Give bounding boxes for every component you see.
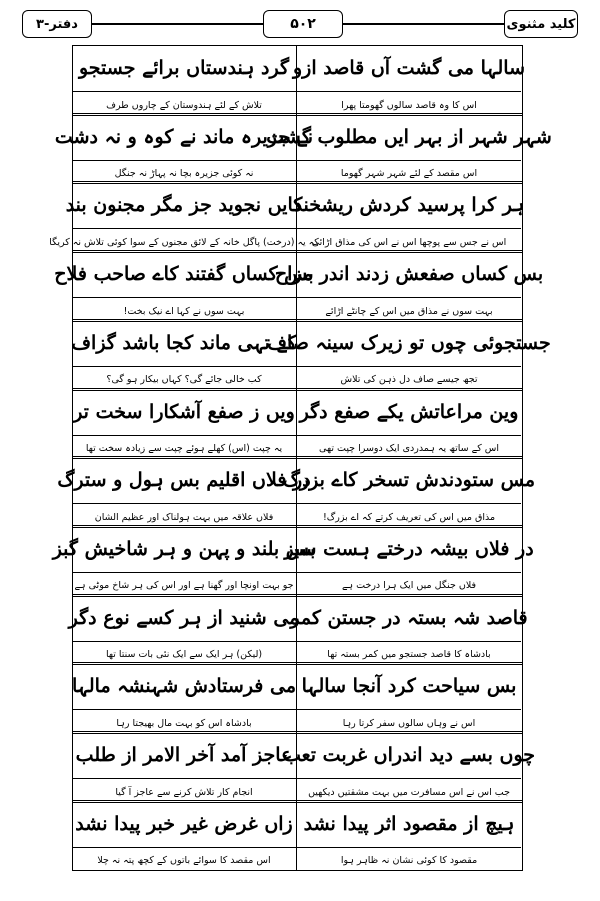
stanza-row — [54, 115, 552, 188]
translation-right: بہت سوں نے مذاق میں اس کے چانٹے اڑائے — [297, 297, 521, 324]
stanza-separator — [72, 525, 523, 528]
verse-right: مس ستودندش تسخر کاے بزرگ — [282, 469, 536, 492]
stanza-separator — [72, 456, 523, 459]
translation-left: کہ یہ (درخت) پاگل خانہ کے لائق مجنوں کے سوا کوئی تلاش نہ کریگا — [72, 228, 296, 255]
stanza-row — [54, 252, 544, 325]
verse-right: وین مراعاتش یکے صفع دگر — [299, 400, 519, 423]
translation-left: تلاش کے لئے ہندوستان کے چاروں طرف — [72, 91, 296, 118]
verse-left: گرد ہندستاں برائے جستجو — [78, 57, 290, 79]
translation-left: (لیکن) ہر ایک سے ایک نئی بات سنتا تھا — [72, 641, 296, 668]
verse-left: نے جزیرہ ماند نے کوہ و نہ دشت — [54, 125, 314, 148]
verse-right: بس سیاحت کرد آنجا سالہا — [301, 675, 517, 698]
verse-right: بس کساں صفعش زدند اندر مزاح — [274, 263, 544, 286]
stanza-separator — [72, 113, 523, 116]
translation-right: مقصود کا کوئی نشان نہ ظاہر ہوا — [297, 847, 521, 874]
stanza-separator — [72, 662, 523, 665]
header-rule-right — [341, 23, 507, 25]
verse-right: ہر کرا پرسید کردش ریشخند — [293, 194, 525, 217]
stanza-separator — [72, 731, 523, 734]
translation-left: کب خالی جائے گی؟ کہاں بیکار ہو گی؟ — [72, 366, 296, 393]
stanza-separator — [72, 319, 523, 322]
verse-left: بس کساں گفتند کاے صاحب فلاح — [54, 263, 314, 286]
stanza-separator — [72, 800, 523, 803]
translation-right: اس نے وہاں سالوں سفر کرتا رہا — [297, 709, 521, 736]
verse-right: جستجوئی چوں تو زیرک سینہ صاف — [267, 331, 551, 354]
translation-right: مذاق میں اس کی تعریف کرتے کہ اے بزرگ! — [297, 503, 521, 530]
translation-left: بادشاہ اس کو بہت مال بھیجتا رہا — [72, 709, 296, 736]
stanza-row — [52, 527, 534, 600]
translation-left: جو بہت اونچا اور گھنا ہے اور اس کی ہر شاخ موٹی ہے — [72, 572, 296, 599]
translation-right: بادشاہ کا قاصد جستجو میں کمر بستہ تھا — [297, 641, 521, 668]
verse-right: ہیچ از مقصود اثر پیدا نشد — [303, 812, 515, 835]
translation-left: اس مقصد کا سوائے باتوں کے کچھ پتہ نہ چلا — [72, 847, 296, 874]
volume-label: دفتر-۳ — [22, 10, 92, 38]
translation-right: جب اس نے اس مسافرت میں بہت مشقتیں دیکھیں — [297, 778, 521, 805]
verse-left: عاجز آمد آخر الامر از طلب — [75, 744, 293, 766]
translation-right: فلاں جنگل میں ایک ہرا درخت ہے — [297, 572, 521, 599]
stanza-row — [72, 390, 523, 463]
stanza-row — [72, 733, 536, 806]
translation-right: اس نے جس سے پوچھا اس نے اس کی مذاق اڑائی — [297, 228, 521, 255]
stanza-separator — [72, 181, 523, 184]
verse-right: در فلاں بیشہ درختے ہست سبز — [284, 537, 534, 560]
translation-right: اس مقصد کے لئے شہر شہر گھوما — [297, 160, 521, 187]
stanza-row — [72, 802, 523, 875]
translation-left: فلاں علاقہ میں بہت ہولناک اور عظیم الشان — [72, 503, 296, 530]
verse-right: قاصد شہ بستہ در جستن کمر — [290, 606, 528, 629]
stanza-row — [68, 596, 528, 669]
verse-left: کایں نجوید جز مگر مجنون بند — [65, 194, 303, 217]
stanza-separator — [72, 594, 523, 597]
verse-right: شہر شہر از بہر ایں مطلوب گشت — [266, 125, 552, 148]
page-number: ۵۰۲ — [263, 10, 343, 38]
translation-left: نہ کوئی جزیرہ بچا نہ پہاڑ نہ جنگل — [72, 160, 296, 187]
stanza-row — [71, 321, 551, 394]
verse-left: ویں ز صفع آشکارا سخت تر — [73, 400, 295, 423]
verse-left: در فلاں اقلیم بس ہول و سترگ — [57, 469, 311, 492]
translation-right: اس کے ساتھ یہ ہمدردی ایک دوسرا چپت تھی — [297, 435, 521, 462]
verse-left: زاں غرض غیر خبر پیدا نشد — [75, 812, 293, 835]
verse-left: کے تہی ماند کجا باشد گزاف — [71, 331, 297, 354]
stanza-row — [57, 458, 536, 531]
stanza-separator — [72, 250, 523, 253]
translation-left: انجام کار تلاش کرنے سے عاجز آ گیا — [72, 778, 296, 805]
verse-left: بس بلند و پہن و ہر شاخیش گبز — [52, 537, 316, 560]
book-title: کلید مثنوی — [504, 10, 578, 38]
stanza-separator — [72, 388, 523, 391]
stanza-row — [72, 46, 523, 119]
header-rule-left — [92, 23, 263, 25]
verse-right: سالہا می گشت آں قاصد ازو — [293, 57, 525, 79]
stanza-row — [49, 183, 525, 256]
translation-right: تجھ جیسے صاف دل ذہن کی تلاش — [297, 366, 521, 393]
verse-left: می شنید از ہر کسے نوع دگر — [68, 606, 300, 629]
translation-left: یہ چپت (اس) کھلے ہوئے چپت سے زیادہ سخت تھا — [72, 435, 296, 462]
stanza-row — [72, 664, 523, 737]
translation-right: اس کا وہ قاصد سالوں گھومتا پھرا — [297, 91, 521, 118]
verse-left: می فرستادش شہنشہ مالہا — [71, 675, 297, 698]
verse-right: چوں بسے دید اندراں غربت تعب — [282, 744, 536, 766]
translation-left: بہت سوں نے کہا اے نیک بخت! — [72, 297, 296, 324]
